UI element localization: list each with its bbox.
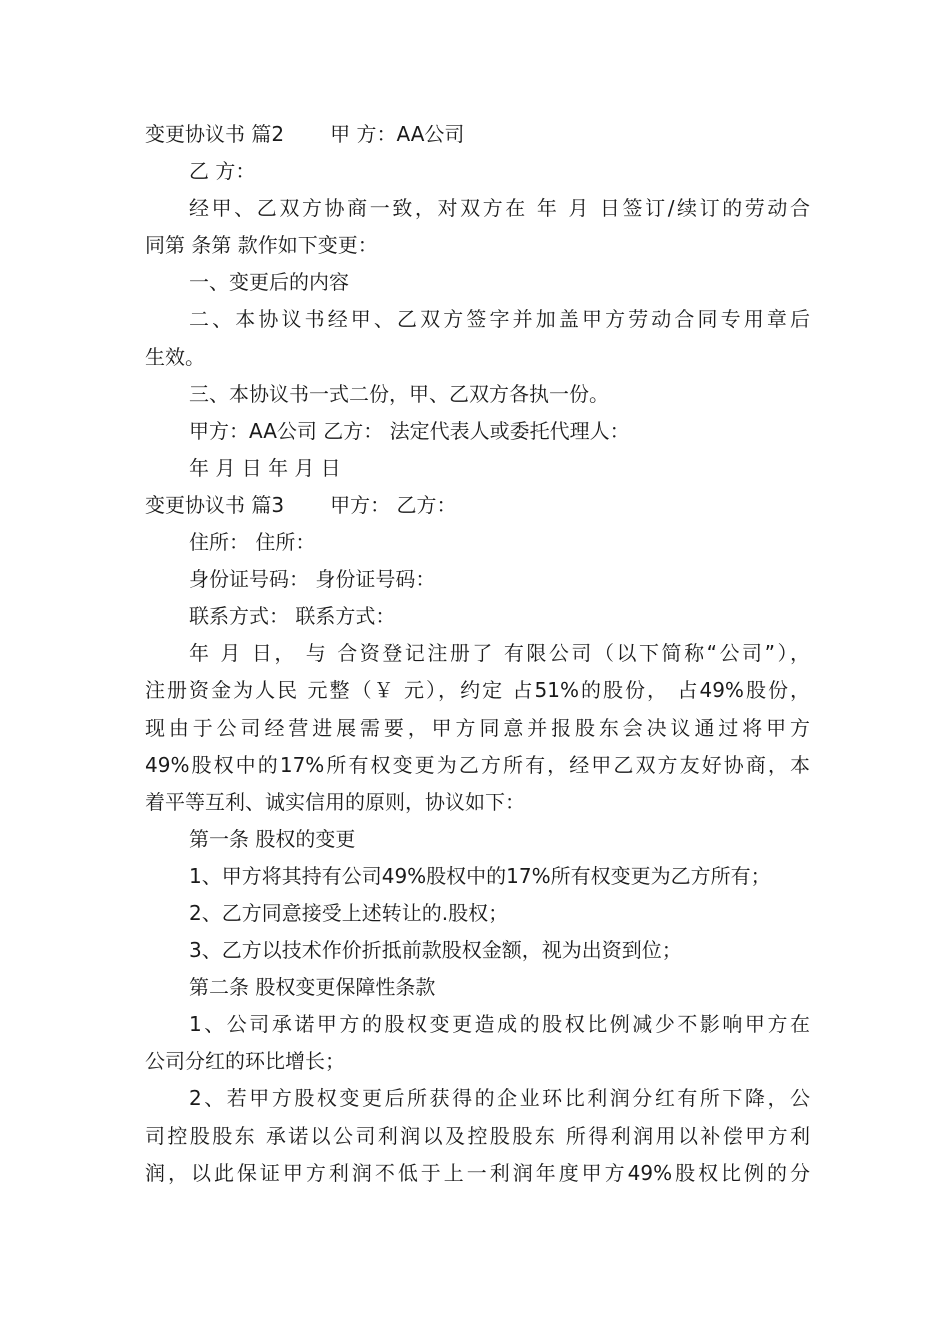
paragraph-line: 49%股权中的17%所有权变更为乙方所有，经甲乙双方友好协商，本 (145, 752, 810, 777)
paragraph-line: 第二条 股权变更保障性条款 (189, 975, 436, 1000)
paragraph-line: 着平等互利、诚实信用的原则，协议如下： (145, 789, 525, 814)
paragraph-line: 2、乙方同意接受上述转让的.股权； (189, 900, 509, 925)
paragraph-line: 同第 条第 款作如下变更： (145, 233, 378, 258)
paragraph-line: 3、乙方以技术作价折抵前款股权金额，视为出资到位； (189, 938, 682, 963)
paragraph-line: 2、若甲方股权变更后所获得的企业环比利润分红有所下降，公 (189, 1086, 810, 1111)
party-label: 甲方： 乙方： (330, 492, 457, 517)
paragraph-line: 甲方：AA公司 乙方： 法定代表人或委托代理人： (189, 418, 630, 443)
paragraph-line: 一、变更后的内容 (189, 270, 349, 295)
paragraph-line: 1、甲方将其持有公司49%股权中的17%所有权变更为乙方所有； (189, 863, 771, 888)
paragraph-line: 生效。 (145, 344, 205, 369)
paragraph-line: 现由于公司经营进展需要，甲方同意并报股东会决议通过将甲方 (145, 715, 810, 740)
paragraph-line (145, 116, 810, 153)
paragraph-line: 住所： 住所： (189, 530, 316, 555)
document-body (145, 116, 810, 1192)
paragraph-line: 经甲、乙双方协商一致，对双方在 年 月 日签订/续订的劳动合 (189, 196, 810, 221)
paragraph-line: 身份证号码： 身份证号码： (189, 567, 436, 592)
party-label: 甲 方：AA公司 (330, 122, 465, 146)
paragraph-line: 二、本协议书经甲、乙双方签字并加盖甲方劳动合同专用章后 (189, 307, 810, 332)
paragraph-line: 乙 方： (189, 159, 256, 184)
paragraph-line: 公司分红的环比增长； (145, 1049, 345, 1074)
paragraph-line: 年 月 日 年 月 日 (189, 455, 341, 480)
section-heading: 变更协议书 篇2 (145, 122, 285, 146)
section-heading: 变更协议书 篇3 (145, 492, 285, 517)
paragraph-line (145, 487, 810, 524)
paragraph-line: 第一条 股权的变更 (189, 826, 356, 851)
paragraph-line: 联系方式： 联系方式： (189, 604, 396, 629)
paragraph-line: 三、本协议书一式二份，甲、乙双方各执一份。 (189, 381, 609, 406)
paragraph-line: 年 月 日， 与 合资登记注册了 有限公司（以下简称“公司”）， (189, 641, 810, 666)
paragraph-line: 注册资金为人民 元整（￥ 元），约定 占51%的股份， 占49%股份， (145, 678, 810, 703)
paragraph-line: 润，以此保证甲方利润不低于上一利润年度甲方49%股权比例的分 (145, 1160, 810, 1185)
paragraph-line: 1、公司承诺甲方的股权变更造成的股权比例减少不影响甲方在 (189, 1012, 810, 1037)
paragraph-line: 司控股股东 承诺以公司利润以及控股股东 所得利润用以补偿甲方利 (145, 1123, 810, 1148)
